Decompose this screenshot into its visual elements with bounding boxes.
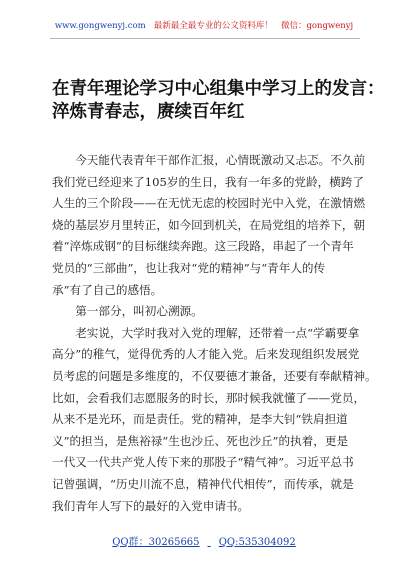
- text-line: 高分”的稚气，觉得优秀的人才能入党。后来发现组织发展党: [52, 347, 360, 362]
- document-title: [52, 78, 385, 124]
- text-line: 着“淬炼成钢”的目标继续奔跑。这三段路，串起了一个青年: [52, 239, 354, 254]
- document-body: [52, 150, 377, 517]
- text-line: 老实说，大学时我对入党的理解，还带着一点“学霸要拿: [75, 325, 360, 340]
- site-url-link[interactable]: www.gongwenyj.com: [54, 21, 146, 31]
- page-header: [0, 20, 408, 32]
- paragraph: [52, 301, 362, 323]
- qq-contact-link[interactable]: QQ:535304092: [218, 537, 296, 548]
- wechat-id: 微信：gongwenyj: [280, 21, 354, 31]
- text-line: 烧的基层岁月里转正，如今回到机关，在局党组的培养下，朝: [52, 217, 366, 232]
- text-line: 义”的担当，是焦裕禄“生也沙丘、死也沙丘”的执着，更是: [52, 433, 349, 448]
- text-line: 记曾强调，“历史川流不息，精神代代相传”，而传承，就是: [52, 476, 354, 491]
- qq-group-link[interactable]: QQ群：30265665: [112, 537, 200, 548]
- text-line: 一代又一代共产党人传下来的那股子“精气神”。习近平总书: [52, 455, 354, 470]
- title-line-1: 在青年理论学习中心组集中学习上的发言：: [52, 79, 385, 99]
- text-line: 人生的三个阶段——在无忧无虑的校园时光中入党，在激情燃: [52, 196, 366, 211]
- site-slogan: 最新最全最专业的公文资料库！: [153, 21, 273, 31]
- header-divider: [50, 38, 360, 39]
- text-line: 从来不是光环，而是责任。党的精神，是李大钊“铁肩担道: [52, 412, 348, 427]
- text-line: 党员的“三部曲”，也让我对“党的精神”与“青年人的传: [52, 260, 326, 275]
- text-line: 承”有了自己的感悟。: [52, 282, 163, 297]
- title-line-2: 淬炼青春志，赓续百年红: [52, 102, 245, 122]
- text-line: 我们党已经迎来了105岁的生日，我有一年多的党龄，横跨了: [52, 174, 364, 189]
- paragraph: [52, 150, 366, 301]
- text-line: 第一部分，叫初心溯源。: [75, 304, 203, 319]
- page-footer: [0, 536, 408, 550]
- paragraph: [52, 323, 377, 517]
- text-line: 比如，会看我们志愿服务的时长，那时候我就懂了——党员，: [52, 390, 366, 405]
- text-line: 今天能代表青年干部作汇报，心情既激动又忐忑。不久前: [75, 153, 366, 167]
- text-line: 我们青年人写下的最好的入党申请书。: [52, 498, 250, 513]
- text-line: 员考虑的问题是多维度的，不仅要德才兼备，还要有奉献精神。: [52, 368, 377, 383]
